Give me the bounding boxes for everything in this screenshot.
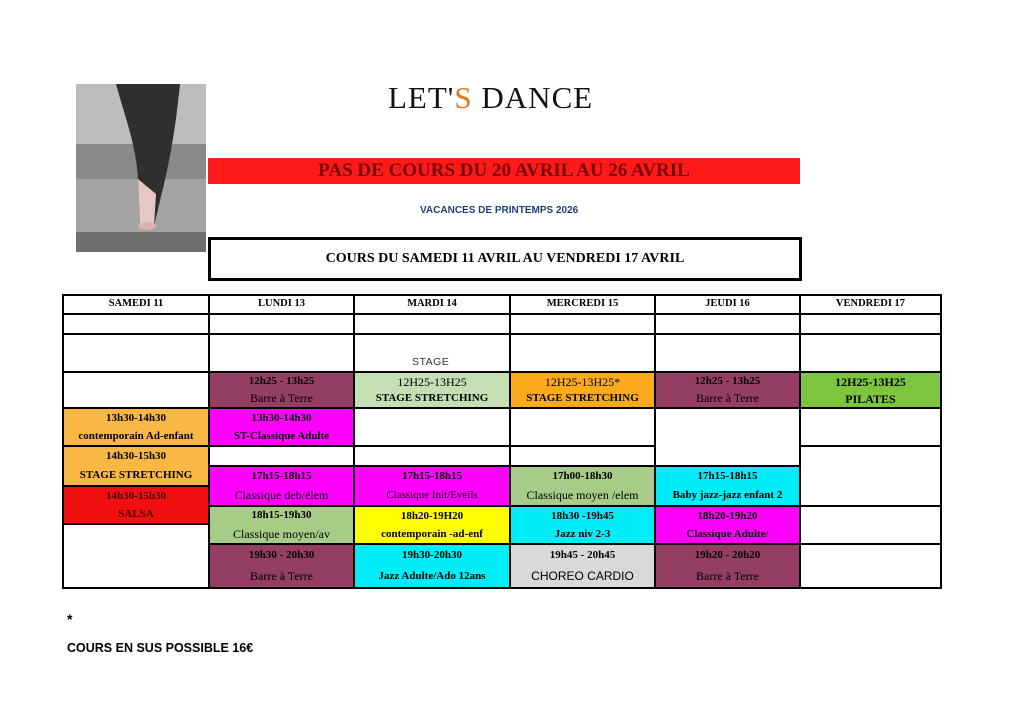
logo-text-part2: DANCE: [472, 80, 594, 115]
ballet-pointe-photo: [76, 84, 206, 252]
empty-slot: [799, 333, 942, 373]
class-slot: 12H25-13H25* STAGE STRETCHING: [509, 371, 656, 409]
footnote-marker: *: [67, 611, 73, 627]
empty-slot: [62, 313, 210, 335]
empty-slot: [509, 445, 656, 467]
class-slot: 17h15-18h15 Classique deb/élem: [208, 465, 355, 507]
empty-slot: [799, 313, 942, 335]
logo-text-part1: LET': [388, 80, 455, 115]
class-slot: 19h30-20h30 Jazz Adulte/Ado 12ans: [353, 543, 511, 589]
pointe-shoe-image: [76, 84, 206, 252]
class-slot: 18h20-19h20 Classique Adulte/: [654, 505, 801, 545]
class-slot: 19h30 - 20h30 Barre à Terre: [208, 543, 355, 589]
empty-slot: [62, 333, 210, 373]
empty-slot: [799, 407, 942, 447]
empty-slot: [509, 407, 656, 447]
empty-slot: [654, 313, 801, 335]
class-slot: 19h20 - 20h20 Barre à Terre: [654, 543, 801, 589]
day-header: MARDI 14: [353, 294, 511, 315]
class-slot: 12h25 - 13h25 Barre à Terre: [654, 371, 801, 409]
class-slot: 12H25-13H25 PILATES: [799, 371, 942, 409]
logo-text-accent: S: [454, 80, 473, 115]
brand-logo: [388, 80, 593, 116]
class-slot: 17h15-18h15 Classique Init/Eveils: [353, 465, 511, 507]
class-slot: 12H25-13H25 STAGE STRETCHING: [353, 371, 511, 409]
class-slot: 18h20-19H20 contemporain -ad-enf: [353, 505, 511, 545]
class-slot: 12h25 - 13h25 Barre à Terre: [208, 371, 355, 409]
class-slot: 13h30-14h30 ST-Classique Adulte: [208, 407, 355, 447]
empty-slot: [208, 333, 355, 373]
empty-slot: [62, 523, 210, 589]
class-slot: 17h15-18h15 Baby jazz-jazz enfant 2: [654, 465, 801, 507]
week-range-box: COURS DU SAMEDI 11 AVRIL AU VENDREDI 17 AVRIL: [208, 237, 802, 281]
class-slot: 18h15-19h30 Classique moyen/av: [208, 505, 355, 545]
day-header: LUNDI 13: [208, 294, 355, 315]
day-header: SAMEDI 11: [62, 294, 210, 315]
empty-slot: [509, 333, 656, 373]
empty-slot: [799, 445, 942, 507]
footnote-text: COURS EN SUS POSSIBLE 16€: [67, 641, 254, 655]
class-slot: 18h30 -19h45 Jazz niv 2-3: [509, 505, 656, 545]
class-slot: 19h45 - 20h45 CHOREO CARDIO: [509, 543, 656, 589]
empty-slot: [799, 505, 942, 545]
class-slot: 14h30-15h30 SALSA: [62, 485, 210, 525]
empty-slot: [509, 313, 656, 335]
class-slot: 13h30-14h30 contemporain Ad-enfant: [62, 407, 210, 447]
day-header: JEUDI 16: [654, 294, 801, 315]
class-slot: 17h00-18h30 Classique moyen /elem: [509, 465, 656, 507]
empty-slot: [353, 407, 511, 447]
stage-label: STAGE: [412, 356, 450, 368]
empty-slot: [654, 333, 801, 373]
holiday-label: VACANCES DE PRINTEMPS 2026: [420, 205, 579, 216]
empty-slot: [208, 445, 355, 467]
empty-slot: [799, 543, 942, 589]
closure-banner: PAS DE COURS DU 20 AVRIL AU 26 AVRIL: [208, 158, 800, 184]
class-slot: 14h30-15h30 STAGE STRETCHING: [62, 445, 210, 487]
empty-slot: [208, 313, 355, 335]
day-header: VENDREDI 17: [799, 294, 942, 315]
empty-slot: [353, 313, 511, 335]
empty-slot: [654, 407, 801, 467]
empty-slot: [353, 445, 511, 467]
day-header: MERCREDI 15: [509, 294, 656, 315]
empty-slot: [62, 371, 210, 409]
